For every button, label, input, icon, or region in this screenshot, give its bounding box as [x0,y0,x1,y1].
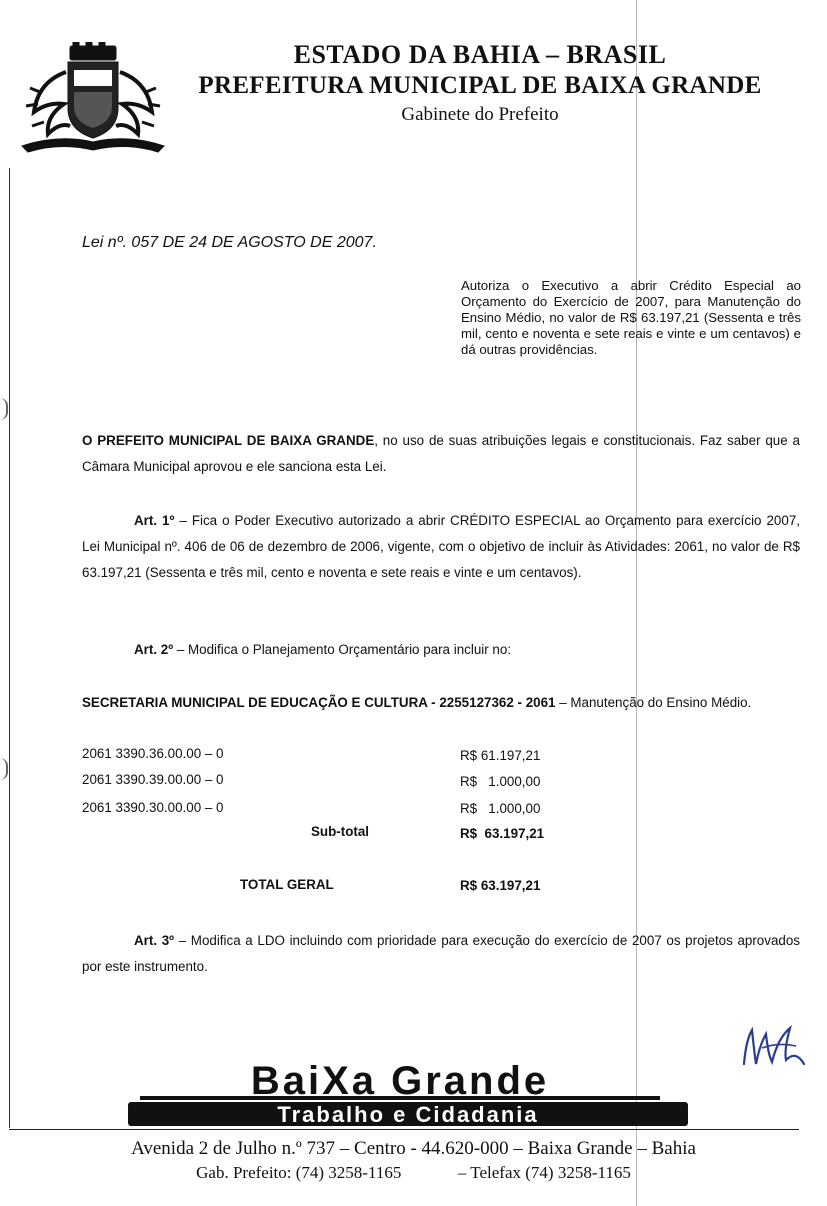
punch-hole-mark [0,758,8,780]
preamble [82,428,800,480]
header-state: ESTADO DA BAHIA – BRASIL [293,40,667,69]
baixa-grande-logo [140,1062,660,1100]
footer-rule [9,1129,799,1130]
budget-unit-desc: – Manutenção do Ensino Médio. [555,695,752,710]
budget-row-value: R$ 61.197,21 [460,748,541,763]
scan-fold-line [636,0,637,1206]
budget-row-code: 2061 3390.30.00.00 – 0 [82,800,224,815]
footer-address: Avenida 2 de Julho n.º 737 – Centro - 44.620-000 – Baixa Grande – Bahia [131,1138,696,1159]
budget-row-value: R$ 1.000,00 [460,774,541,789]
logo-tagline-text: Trabalho e Cidadania [277,1102,539,1127]
budget-unit [82,690,800,716]
header-office: Gabinete do Prefeito [401,104,559,125]
signature-rubric [738,1020,808,1072]
footer-contacts [0,1163,827,1183]
footer-phone: Gab. Prefeito: (74) 3258-1165 [196,1163,402,1182]
article-2-text: – Modifica o Planejamento Orçamentário para incluir no: [173,642,512,657]
header-municipality: PREFEITURA MUNICIPAL DE BAIXA GRANDE [198,72,762,99]
total-value: R$ 63.197,21 [460,878,541,893]
article-1-label: Art. 1º [134,513,175,528]
subtotal-value: R$ 63.197,21 [460,826,545,841]
budget-unit-name: SECRETARIA MUNICIPAL DE EDUCAÇÃO E CULTURA - 2255127362 - 2061 [82,695,556,710]
article-2-label: Art. 2º [134,642,174,657]
budget-row-code: 2061 3390.36.00.00 – 0 [82,746,224,761]
logo-main-text: BaiXa Grande [250,1062,550,1100]
budget-row-code: 2061 3390.39.00.00 – 0 [82,772,224,787]
baixa-grande-tagline [128,1098,688,1128]
municipal-crest-icon [18,42,168,154]
article-2 [82,637,800,663]
article-3 [82,928,800,980]
budget-row-value: R$ 1.000,00 [460,801,541,816]
article-1 [82,508,800,586]
footer-fax: – Telefax (74) 3258-1165 [457,1163,631,1182]
law-ementa: Autoriza o Executivo a abrir Crédito Especial ao Orçamento do Exercício de 2007, para Manutenção do Ensino Médio, no valor de R$ 63.197,21 (Sessenta e três mil, cento e noventa e sete reais e vinte e um centavos) e dá outras providências. [461,278,801,357]
punch-hole-mark [0,398,8,420]
subtotal-label: Sub-total [311,824,370,839]
total-label: TOTAL GERAL [240,877,334,892]
article-3-label: Art. 3º [134,933,175,948]
left-margin-rule [9,168,10,1128]
preamble-text: , no uso de suas atribuições legais e constitucionais. Faz saber que a Câmara Municipal aprovou e ele sanciona esta Lei. [82,433,800,474]
article-3-text: – Modifica a LDO incluindo com prioridade para execução do exercício de 2007 os projetos aprovados por este instrumento. [82,933,800,974]
preamble-lead: O PREFEITO MUNICIPAL DE BAIXA GRANDE [82,433,375,448]
law-title: Lei nº. 057 DE 24 DE AGOSTO DE 2007. [82,234,377,251]
article-1-text: – Fica o Poder Executivo autorizado a abrir CRÉDITO ESPECIAL ao Orçamento para exercício 2007, Lei Municipal nº. 406 de 06 de dezembro de 2006, vigente, com o objetivo de incluir às Atividades: 2061, no valor de R$ 63.197,21 (Sessenta e três mil, cento e noventa e sete reais e vinte e um centavos). [82,513,800,580]
